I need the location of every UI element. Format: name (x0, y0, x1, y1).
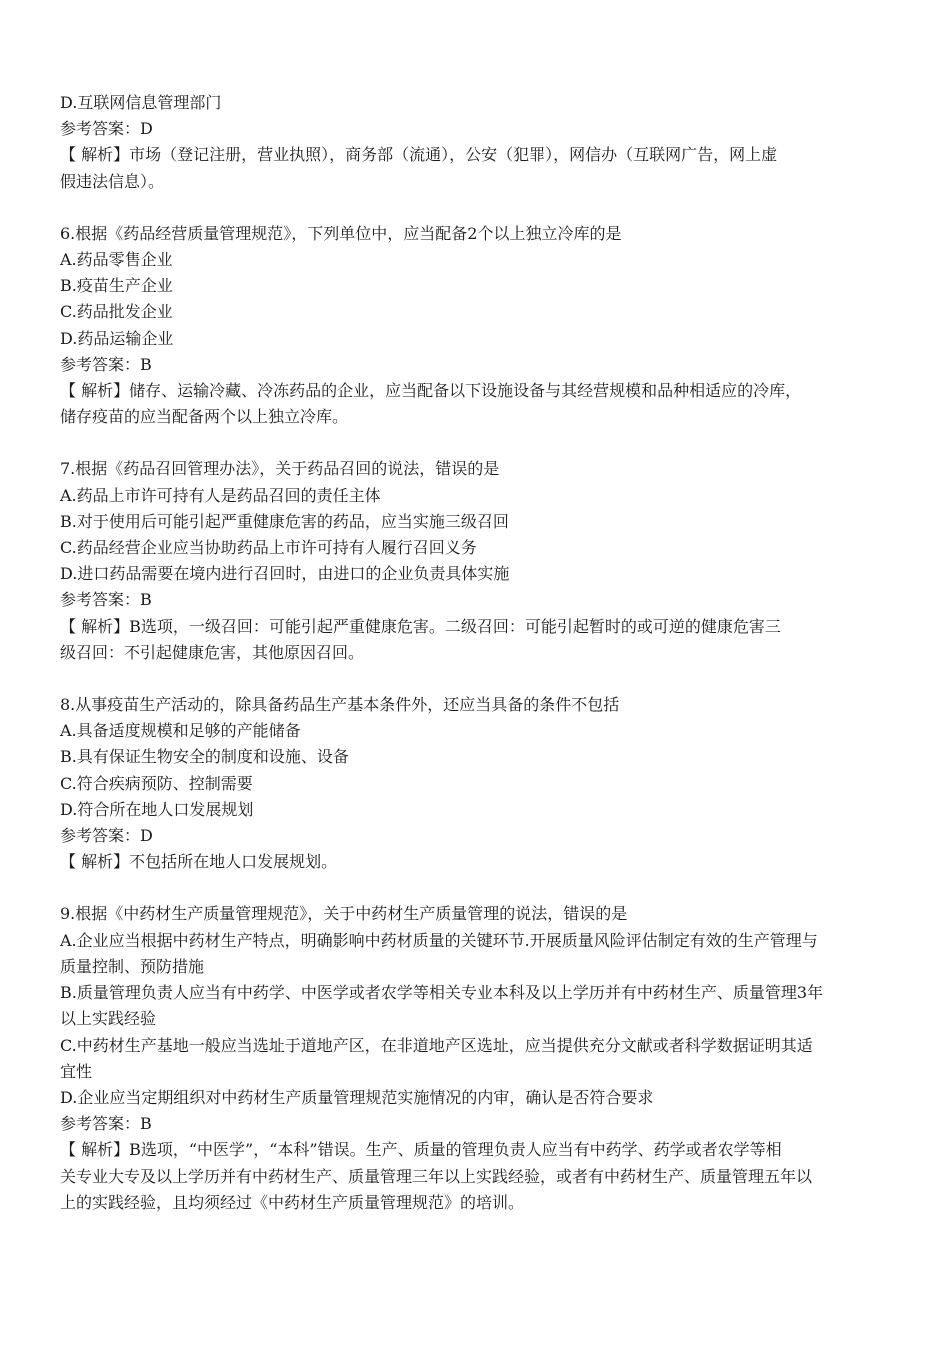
text-line: 宜性 (60, 1061, 93, 1081)
answer-option: D.互联网信息管理部门 (60, 93, 222, 112)
text-line: 假违法信息）。 (60, 171, 165, 191)
answer-option: A.企业应当根据中药材生产特点，明确影响中药材质量的关键环节.开展质量风险评估制定有效的生产管理与 (60, 930, 818, 950)
answer-option: B.疫苗生产企业 (60, 276, 173, 296)
answer-option: B.对于使用后可能引起严重健康危害的药品，应当实施三级召回 (60, 511, 509, 531)
question-block (60, 221, 900, 431)
question-block (60, 901, 900, 1215)
reference-answer: 参考答案：B (60, 590, 152, 610)
block-gap (60, 430, 900, 456)
question-block (60, 456, 900, 666)
analysis-text: 【 解析】储存、运输冷藏、冷冻药品的企业，应当配备以下设施设备与其经营规模和品种相适应的冷库， (60, 381, 802, 401)
block-gap (60, 666, 900, 692)
answer-option: C.中药材生产基地一般应当选址于道地产区，在非道地产区选址，应当提供充分文献或者科学数据证明其适 (60, 1035, 813, 1055)
reference-answer: 参考答案：D (60, 826, 153, 846)
answer-option: D.药品运输企业 (60, 328, 174, 348)
analysis-text: 【 解析】市场（登记注册，营业执照），商务部（流通），公安（犯罪），网信办（互联网广告，网上虚 (60, 145, 778, 165)
answer-fragment (60, 90, 900, 195)
question-stem: 7.根据《药品召回管理办法》，关于药品召回的说法，错误的是 (60, 459, 500, 479)
analysis-text: 【 解析】B选项，一级召回：可能引起严重健康危害。二级召回：可能引起暂时的或可逆的健康危害三 (60, 616, 781, 636)
text-line: 上的实践经验，且均须经过《中药材生产质量管理规范》的培训。 (60, 1192, 525, 1212)
answer-option: A.具备适度规模和足够的产能储备 (60, 721, 301, 741)
analysis-text: 【 解析】B选项，“中医学”，“本科”错误。生产、质量的管理负责人应当有中药学、药学或者农学等相 (60, 1140, 782, 1160)
answer-option: B.具有保证生物安全的制度和设施、设备 (60, 747, 349, 767)
reference-answer: 参考答案：B (60, 354, 152, 374)
answer-option: D.企业应当定期组织对中药材生产质量管理规范实施情况的内审，确认是否符合要求 (60, 1087, 654, 1107)
text-line: 级召回：不引起健康危害，其他原因召回。 (60, 642, 365, 662)
answer-option: C.药品经营企业应当协助药品上市许可持有人履行召回义务 (60, 538, 477, 558)
answer-option: B.质量管理负责人应当有中药学、中医学或者农学等相关专业本科及以上学历并有中药材生产、质量管理3年 (60, 983, 824, 1003)
text-line: 以上实践经验 (60, 1009, 157, 1029)
reference-answer: 参考答案：D (60, 119, 153, 139)
question-stem: 6.根据《药品经营质量管理规范》，下列单位中，应当配备2个以上独立冷库的是 (60, 223, 622, 243)
text-line: 质量控制、预防措施 (60, 956, 205, 976)
reference-answer: 参考答案：B (60, 1114, 152, 1134)
answer-option: D.符合所在地人口发展规划 (60, 799, 254, 819)
answer-option: C.药品批发企业 (60, 302, 173, 322)
text-line: 关专业大专及以上学历并有中药材生产、质量管理三年以上实践经验，或者有中药材生产、质量管理五年以 (60, 1166, 813, 1186)
question-stem: 9.根据《中药材生产质量管理规范》，关于中药材生产质量管理的说法，错误的是 (60, 904, 628, 924)
answer-option: C.符合疾病预防、控制需要 (60, 773, 253, 793)
answer-option: A.药品零售企业 (60, 250, 173, 270)
block-gap (60, 195, 900, 221)
document-page (60, 90, 900, 1216)
answer-option: A.药品上市许可持有人是药品召回的责任主体 (60, 485, 381, 505)
question-block (60, 692, 900, 875)
text-line: 储存疫苗的应当配备两个以上独立冷库。 (60, 407, 349, 427)
analysis-text: 【 解析】不包括所在地人口发展规划。 (60, 852, 338, 872)
answer-option: D.进口药品需要在境内进行召回时，由进口的企业负责具体实施 (60, 564, 510, 584)
question-stem: 8.从事疫苗生产活动的，除具备药品生产基本条件外，还应当具备的条件不包括 (60, 695, 620, 715)
block-gap (60, 875, 900, 901)
